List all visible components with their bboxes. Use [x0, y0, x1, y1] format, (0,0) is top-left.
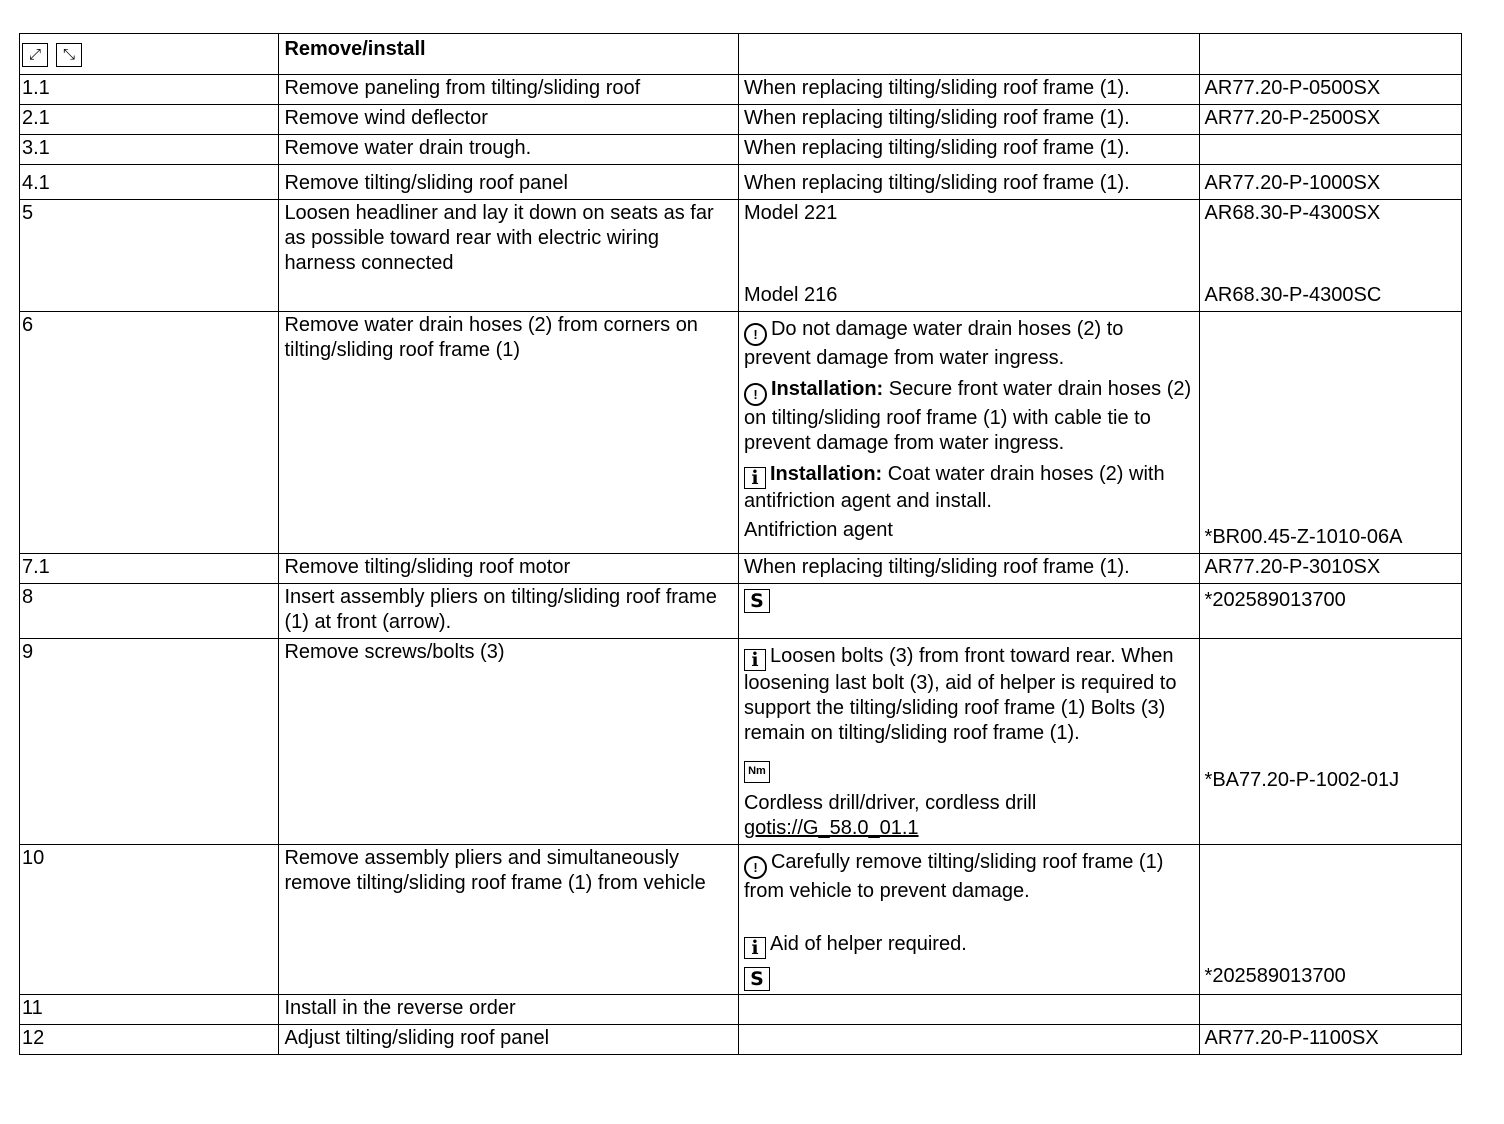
step-action: Adjust tilting/sliding roof panel [279, 1025, 739, 1055]
step-reference[interactable]: AR77.20-P-1100SX [1199, 1025, 1461, 1055]
model-reference[interactable]: AR68.30-P-4300SX [1204, 202, 1381, 224]
material-reference[interactable]: *BR00.45-Z-1010-06A [1204, 526, 1403, 548]
step-reference[interactable]: AR77.20-P-2500SX [1199, 105, 1461, 135]
warning-text: Carefully remove tilting/sliding roof frame (1) from vehicle to prevent damage. [743, 851, 1164, 902]
table-header-row [20, 34, 1462, 75]
installation-label: Installation: [769, 463, 883, 485]
model-note: Model 216 [743, 284, 838, 306]
model-note: Model 221 [743, 202, 838, 224]
step-note [738, 584, 1199, 639]
header-empty-cell [738, 34, 1199, 75]
table-row [20, 312, 1462, 554]
info-text: Aid of helper required. [769, 933, 967, 955]
table-row [20, 105, 1462, 135]
torque-note [744, 752, 1194, 783]
step-note: When replacing tilting/sliding roof frame (1). [738, 105, 1199, 135]
step-reference[interactable]: AR77.20-P-3010SX [1199, 554, 1461, 584]
warning-icon: ! [744, 323, 767, 346]
tool-link[interactable]: gotis://G_58.0_01.1 [743, 817, 919, 839]
torque-reference[interactable]: *BA77.20-P-1002-01J [1204, 769, 1400, 791]
table-row [20, 75, 1462, 105]
step-reference [1199, 312, 1461, 554]
header-icons-cell [20, 34, 279, 75]
tool-reference[interactable]: *202589013700 [1204, 965, 1346, 987]
step-number: 6 [20, 312, 279, 554]
step-reference[interactable]: AR77.20-P-1000SX [1199, 165, 1461, 200]
info-text: Coat water drain hoses (2) with antifriction agent and install. [743, 463, 1165, 512]
step-note: When replacing tilting/sliding roof frame (1). [738, 135, 1199, 165]
step-number: 4.1 [20, 165, 279, 200]
step-number: 11 [20, 995, 279, 1025]
step-reference [1199, 135, 1461, 165]
step-number: 9 [20, 639, 279, 845]
step-reference [1199, 995, 1461, 1025]
info-note [744, 932, 1194, 959]
step-reference [1199, 200, 1461, 312]
info-icon: i [744, 649, 766, 671]
step-reference[interactable]: AR77.20-P-0500SX [1199, 75, 1461, 105]
header-title: Remove/install [279, 34, 739, 75]
step-number: 5 [20, 200, 279, 312]
special-tool-icon[interactable]: S [744, 967, 770, 991]
warning-icon: ! [744, 383, 767, 406]
warning-note [744, 317, 1194, 371]
step-number: 7.1 [20, 554, 279, 584]
step-action: Remove paneling from tilting/sliding roof [279, 75, 739, 105]
info-icon: i [744, 467, 766, 489]
step-reference [1199, 639, 1461, 845]
step-reference[interactable]: *202589013700 [1199, 584, 1461, 639]
table-row [20, 995, 1462, 1025]
warning-icon: ! [744, 856, 767, 879]
warning-note [744, 850, 1194, 904]
step-action: Remove screws/bolts (3) [279, 639, 739, 845]
installation-label: Installation: [770, 378, 884, 400]
table-row [20, 584, 1462, 639]
step-note [738, 1025, 1199, 1055]
step-action: Remove tilting/sliding roof motor [279, 554, 739, 584]
step-number: 10 [20, 845, 279, 995]
step-number: 3.1 [20, 135, 279, 165]
table-row [20, 1025, 1462, 1055]
torque-icon[interactable]: Nm [744, 761, 770, 783]
step-action: Remove water drain trough. [279, 135, 739, 165]
step-note: When replacing tilting/sliding roof frame (1). [738, 554, 1199, 584]
step-note [738, 845, 1199, 995]
model-reference[interactable]: AR68.30-P-4300SC [1204, 284, 1382, 306]
info-note [744, 644, 1194, 746]
table-row [20, 135, 1462, 165]
special-tool-icon[interactable]: S [744, 589, 770, 613]
step-action: Remove water drain hoses (2) from corners on tilting/sliding roof frame (1) [279, 312, 739, 554]
tool-note [744, 963, 1194, 991]
table-row [20, 845, 1462, 995]
warning-text: Do not damage water drain hoses (2) to prevent damage from water ingress. [743, 318, 1124, 369]
step-note [738, 995, 1199, 1025]
info-icon: i [744, 937, 766, 959]
step-number: 1.1 [20, 75, 279, 105]
material-note: Antifriction agent [743, 519, 893, 541]
warning-note [744, 377, 1194, 456]
step-action: Remove assembly pliers and simultaneously remove tilting/sliding roof frame (1) from vehicle [279, 845, 739, 995]
expand-icon[interactable]: ⤢ [22, 43, 48, 67]
step-note [738, 200, 1199, 312]
step-note [738, 639, 1199, 845]
step-action: Loosen headliner and lay it down on seats as far as possible toward rear with electric wiring harness connected [279, 200, 739, 312]
step-number: 8 [20, 584, 279, 639]
step-note: When replacing tilting/sliding roof frame (1). [738, 165, 1199, 200]
step-action: Remove tilting/sliding roof panel [279, 165, 739, 200]
table-row [20, 200, 1462, 312]
step-action: Install in the reverse order [279, 995, 739, 1025]
header-empty-cell [1199, 34, 1461, 75]
table-row [20, 554, 1462, 584]
step-action: Insert assembly pliers on tilting/sliding roof frame (1) at front (arrow). [279, 584, 739, 639]
table-row [20, 165, 1462, 200]
table-row [20, 639, 1462, 845]
step-action: Remove wind deflector [279, 105, 739, 135]
procedure-table [19, 33, 1462, 1055]
collapse-icon[interactable]: ⤡ [56, 43, 82, 67]
warning-text: Secure front water drain hoses (2) on tilting/sliding roof frame (1) with cable tie to prevent damage from water ingress. [743, 378, 1192, 454]
step-number: 12 [20, 1025, 279, 1055]
step-note [738, 312, 1199, 554]
info-text: Loosen bolts (3) from front toward rear. When loosening last bolt (3), aid of helper is required to support the tilting/sliding roof frame (1) Bolts (3) remain on tilting/sliding roof frame (1). [743, 645, 1177, 744]
step-number: 2.1 [20, 105, 279, 135]
step-note: When replacing tilting/sliding roof frame (1). [738, 75, 1199, 105]
tool-note: Cordless drill/driver, cordless drill [743, 792, 1037, 814]
step-reference [1199, 845, 1461, 995]
info-note [744, 462, 1194, 514]
